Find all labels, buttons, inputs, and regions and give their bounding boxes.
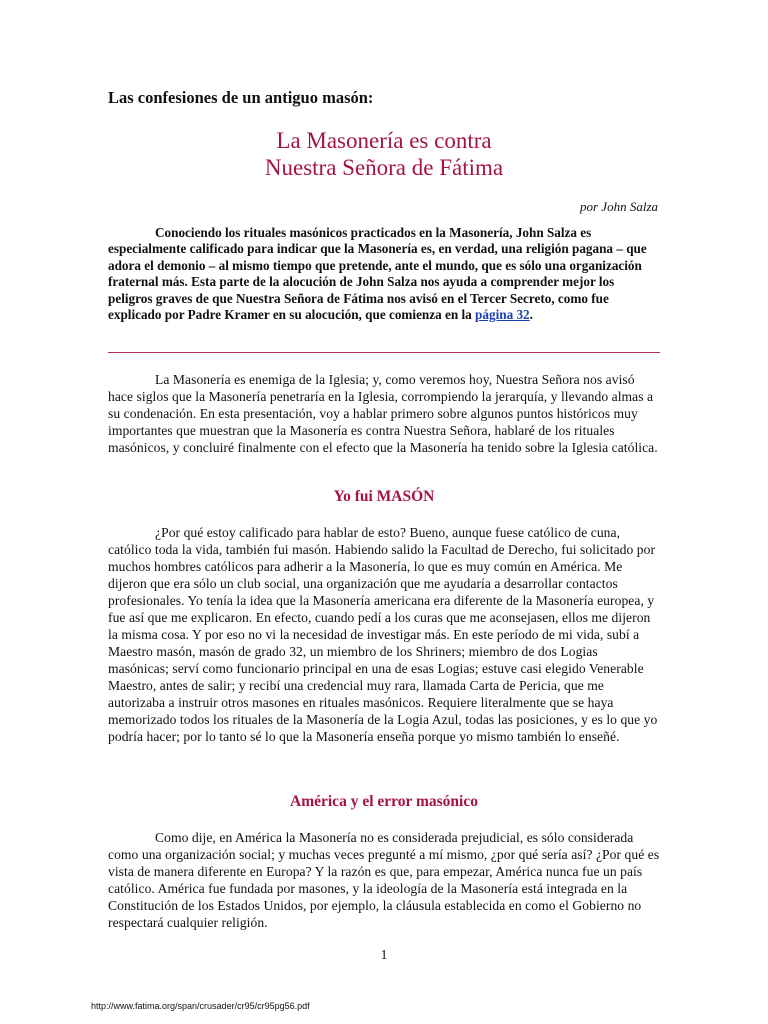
pre-title: Las confesiones de un antiguo masón: — [108, 88, 374, 107]
intro-paragraph — [108, 225, 660, 323]
page-32-link[interactable]: página 32 — [475, 307, 530, 323]
horizontal-divider — [108, 352, 660, 353]
title-line-1: La Masonería es contra — [276, 128, 492, 153]
intro-text: Conociendo los rituales masónicos practicados en la Masonería, John Salza es especialmente calificado para indicar que la Masonería es, en verdad, una religión pagana – que adora el demonio – al mismo tiempo que pretende, ante el mundo, que es sólo una organización fraternal más. Esta parte de la alocución de John Salza nos ayuda a comprender mejor los peligros graves de que Nuestra Señora de Fátima nos avisó en el Tercer Secreto, como fue explicado por Padre Kramer en su alocución, que comienza en la — [108, 225, 647, 323]
footer-url[interactable]: http://www.fatima.org/span/crusader/cr95/cr95pg56.pdf — [91, 1001, 310, 1011]
author-byline: por John Salza — [580, 199, 658, 214]
body-paragraph-3: Como dije, en América la Masonería no es considerada prejudicial, es sólo considerada como una organización social; y muchas veces pregunté a mí mismo, ¿por qué sería así? ¿Por qué es vista de manera diferente en Europa? Y la razón es que, para empezar, América nunca fue un país católico. América fue fundada por masones, y la ideología de la Masonería está integrada en la Constitución de los Estados Unidos, por ejemplo, la cláusula establecida en como el Gobierno no respectará cualquier religión. — [108, 830, 660, 930]
section-heading-america: América y el error masónico — [290, 793, 478, 810]
body-paragraph-1: La Masonería es enemiga de la Iglesia; y, como veremos hoy, Nuestra Señora nos avisó hace siglos que la Masonería penetraría en la Iglesia, corrompiendo la jerarquía, y llevando almas a su condenación. En esta presentación, voy a hablar primero sobre algunos puntos históricos muy importantes que muestran que la Masonería es contra Nuestra Señora, hablaré de los rituales masónicos, y concluiré finalmente con el efecto que la Masonería ha tenido sobre la Iglesia católica. — [108, 372, 658, 455]
title-line-2: Nuestra Señora de Fátima — [264, 155, 504, 180]
intro-end: . — [529, 307, 533, 323]
body-paragraph-2: ¿Por qué estoy calificado para hablar de esto? Bueno, aunque fuese católico de cuna, católico toda la vida, también fui masón. Habiendo salido la Facultad de Derecho, fui solicitado por muchos hombres católicos para adherir a la Masonería, lo que es muy común en América. Me dijeron que era sólo un club social, una organización que me ayudaría a desarrollar contactos profesionales. Yo tenía la idea que la Masonería americana era diferente de la Masonería europea, y fue así que me explicaron. En efecto, cuando pedí a los curas que me aconsejasen, ellos me dijeron la misma cosa. Y por eso no vi la necesidad de investigar más. En este período de mi vida, subí a Maestro masón, masón de grado 32, un miembro de los Shriners; miembro de dos Logias masónicas; serví como funcionario principal en una de esas Logias; estuve casi elegido Venerable Maestro, antes de salir; y recibí una credencial muy rara, llamada Carta de Pericia, que me autorizaba a instruir otros masones en rituales masónicos. Requiere literalmente que se haya memorizado todos los rituales de la Masonería de la Logia Azul, todas las posiciones, y es lo que yo podría hacer; por lo tanto sé lo que la Masonería enseña porque yo mismo también lo enseñé. — [108, 525, 658, 744]
section-heading-yo-fui-mason: Yo fui MASÓN — [333, 488, 435, 505]
page-title — [108, 127, 660, 181]
page-number: 1 — [380, 947, 388, 962]
